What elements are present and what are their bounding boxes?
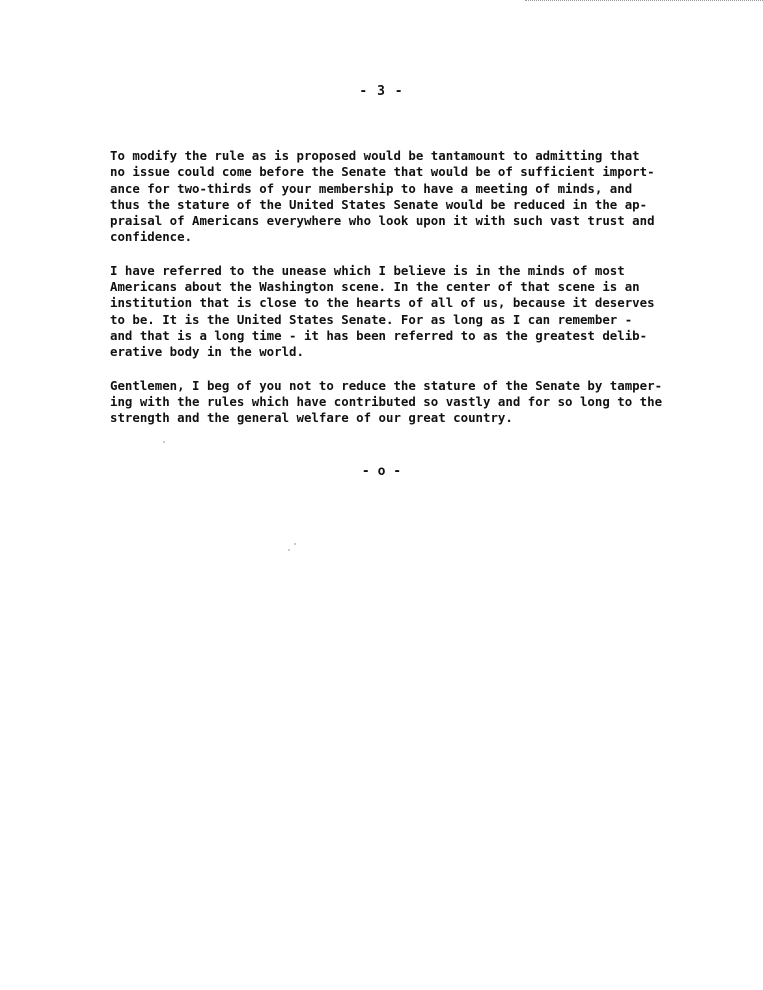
text-line: ance for two-thirds of your membership to have a meeting of minds, and [110, 180, 633, 196]
text-line: Americans about the Washington scene. In the center of that scene is an [110, 279, 640, 295]
text-line: thus the stature of the United States Senate would be reduced in the ap- [110, 196, 648, 212]
text-line: I have referred to the unease which I believe is in the minds of most [110, 262, 625, 278]
text-line: institution that is close to the hearts of all of us, because it deserves [110, 295, 655, 311]
paragraph-washington-scene [110, 263, 670, 361]
text-line: and that is a long time - it has been referred to as the greatest delib- [110, 327, 648, 343]
text-line: confidence. [110, 229, 193, 245]
scan-speck [163, 441, 165, 443]
end-of-document-mark: - o - [361, 464, 402, 479]
text-line: erative body in the world. [110, 344, 304, 360]
text-line: no issue could come before the Senate that would be of sufficient import- [110, 164, 655, 180]
text-line: ing with the rules which have contributed so vastly and for so long to the [110, 393, 663, 409]
scan-edge-dots [525, 0, 763, 5]
paragraph-rule-modification [110, 148, 670, 246]
text-line: Gentlemen, I beg of you not to reduce the stature of the Senate by tamper- [110, 377, 663, 393]
scan-speck [288, 549, 290, 551]
page-number: - 3 - [359, 84, 404, 99]
text-line: praisal of Americans everywhere who look upon it with such vast trust and [110, 213, 655, 229]
scan-speck [294, 543, 296, 545]
paragraph-closing-appeal [110, 378, 670, 427]
text-line: strength and the general welfare of our great country. [110, 410, 513, 426]
text-line: To modify the rule as is proposed would be tantamount to admitting that [110, 148, 640, 163]
text-line: to be. It is the United States Senate. For as long as I can remember - [110, 311, 633, 327]
letter-body [110, 148, 670, 443]
